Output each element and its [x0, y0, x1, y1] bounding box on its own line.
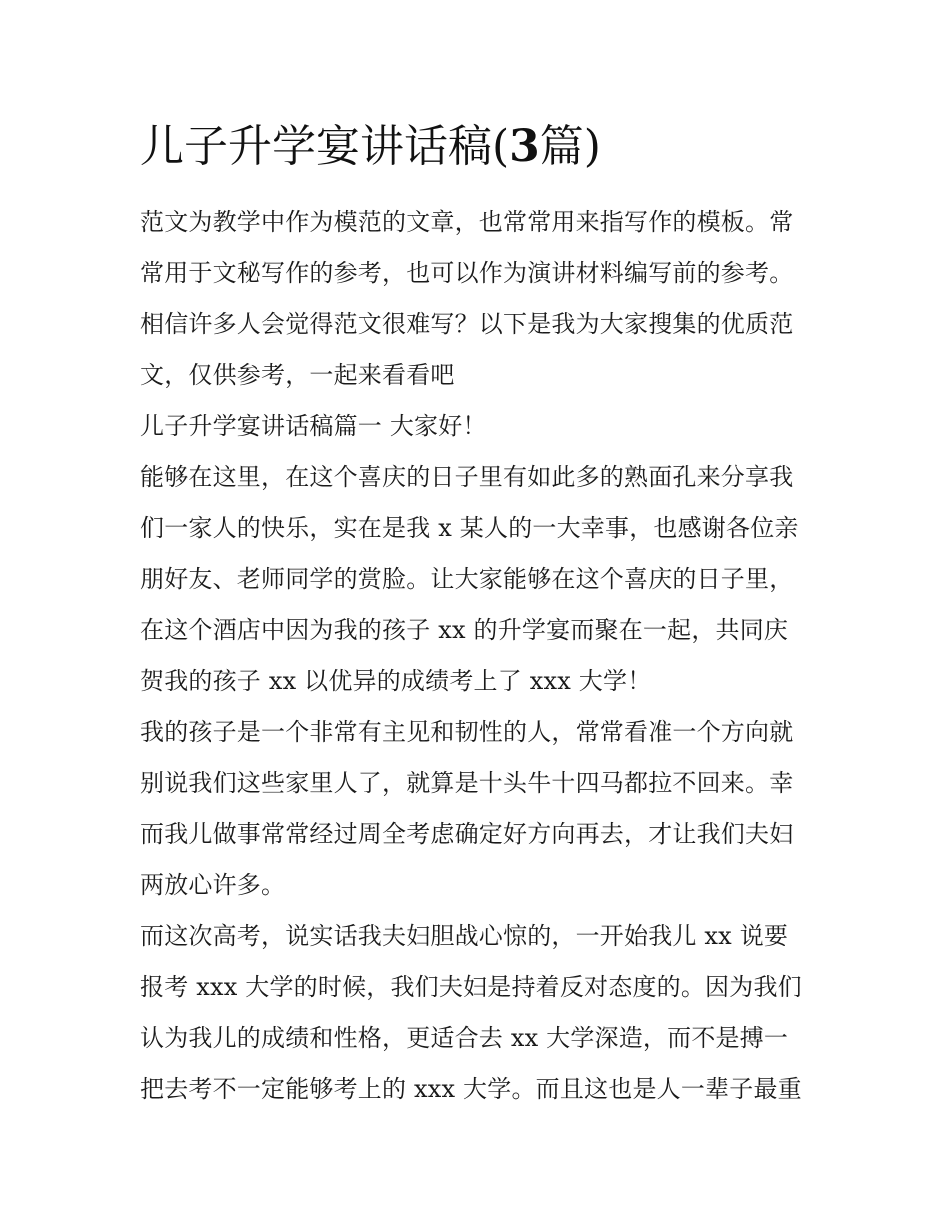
body-line-2: 常用于文秘写作的参考，也可以作为演讲材料编写前的参考。 — [140, 259, 794, 287]
title-end: 篇) — [539, 121, 601, 172]
body-line-15: 而这次高考，说实话我夫妇胆战心惊的，一开始我儿 xx 说要 — [140, 922, 789, 950]
body-line-4: 文，仅供参考，一起来看看吧 — [140, 361, 455, 389]
body-line-11: 我的孩子是一个非常有主见和韧性的人，常常看准一个方向就 — [140, 718, 794, 746]
title-main: 儿子升学宴讲话稿( — [140, 121, 510, 172]
body-line-18: 把去考不一定能够考上的 xxx 大学。而且这也是人一辈子最重 — [140, 1075, 802, 1103]
body-line-10: 贺我的孩子 xx 以优异的成绩考上了 xxx 大学！ — [140, 667, 652, 695]
body-line-17: 认为我儿的成绩和性格，更适合去 xx 大学深造，而不是搏一 — [140, 1024, 789, 1052]
section-heading-1: 儿子升学宴讲话稿篇一 大家好！ — [140, 412, 487, 440]
body-line-9: 在这个酒店中因为我的孩子 xx 的升学宴而聚在一起，共同庆 — [140, 616, 789, 644]
document-title — [140, 118, 601, 176]
body-line-7: 们一家人的快乐，实在是我 x 某人的一大幸事，也感谢各位亲 — [140, 514, 799, 542]
body-line-13: 而我儿做事常常经过周全考虑确定好方向再去，才让我们夫妇 — [140, 820, 794, 848]
body-line-1: 范文为教学中作为模范的文章，也常常用来指写作的模板。常 — [140, 208, 794, 236]
title-number: 3 — [509, 121, 540, 172]
body-line-8: 朋好友、老师同学的赏脸。让大家能够在这个喜庆的日子里， — [140, 565, 794, 593]
body-line-6: 能够在这里，在这个喜庆的日子里有如此多的熟面孔来分享我 — [140, 463, 794, 491]
body-line-16: 报考 xxx 大学的时候，我们夫妇是持着反对态度的。因为我们 — [140, 973, 802, 1001]
body-line-14: 两放心许多。 — [140, 871, 286, 899]
body-line-12: 别说我们这些家里人了，就算是十头牛十四马都拉不回来。幸 — [140, 769, 794, 797]
body-line-3: 相信许多人会觉得范文很难写？以下是我为大家搜集的优质范 — [140, 310, 794, 338]
